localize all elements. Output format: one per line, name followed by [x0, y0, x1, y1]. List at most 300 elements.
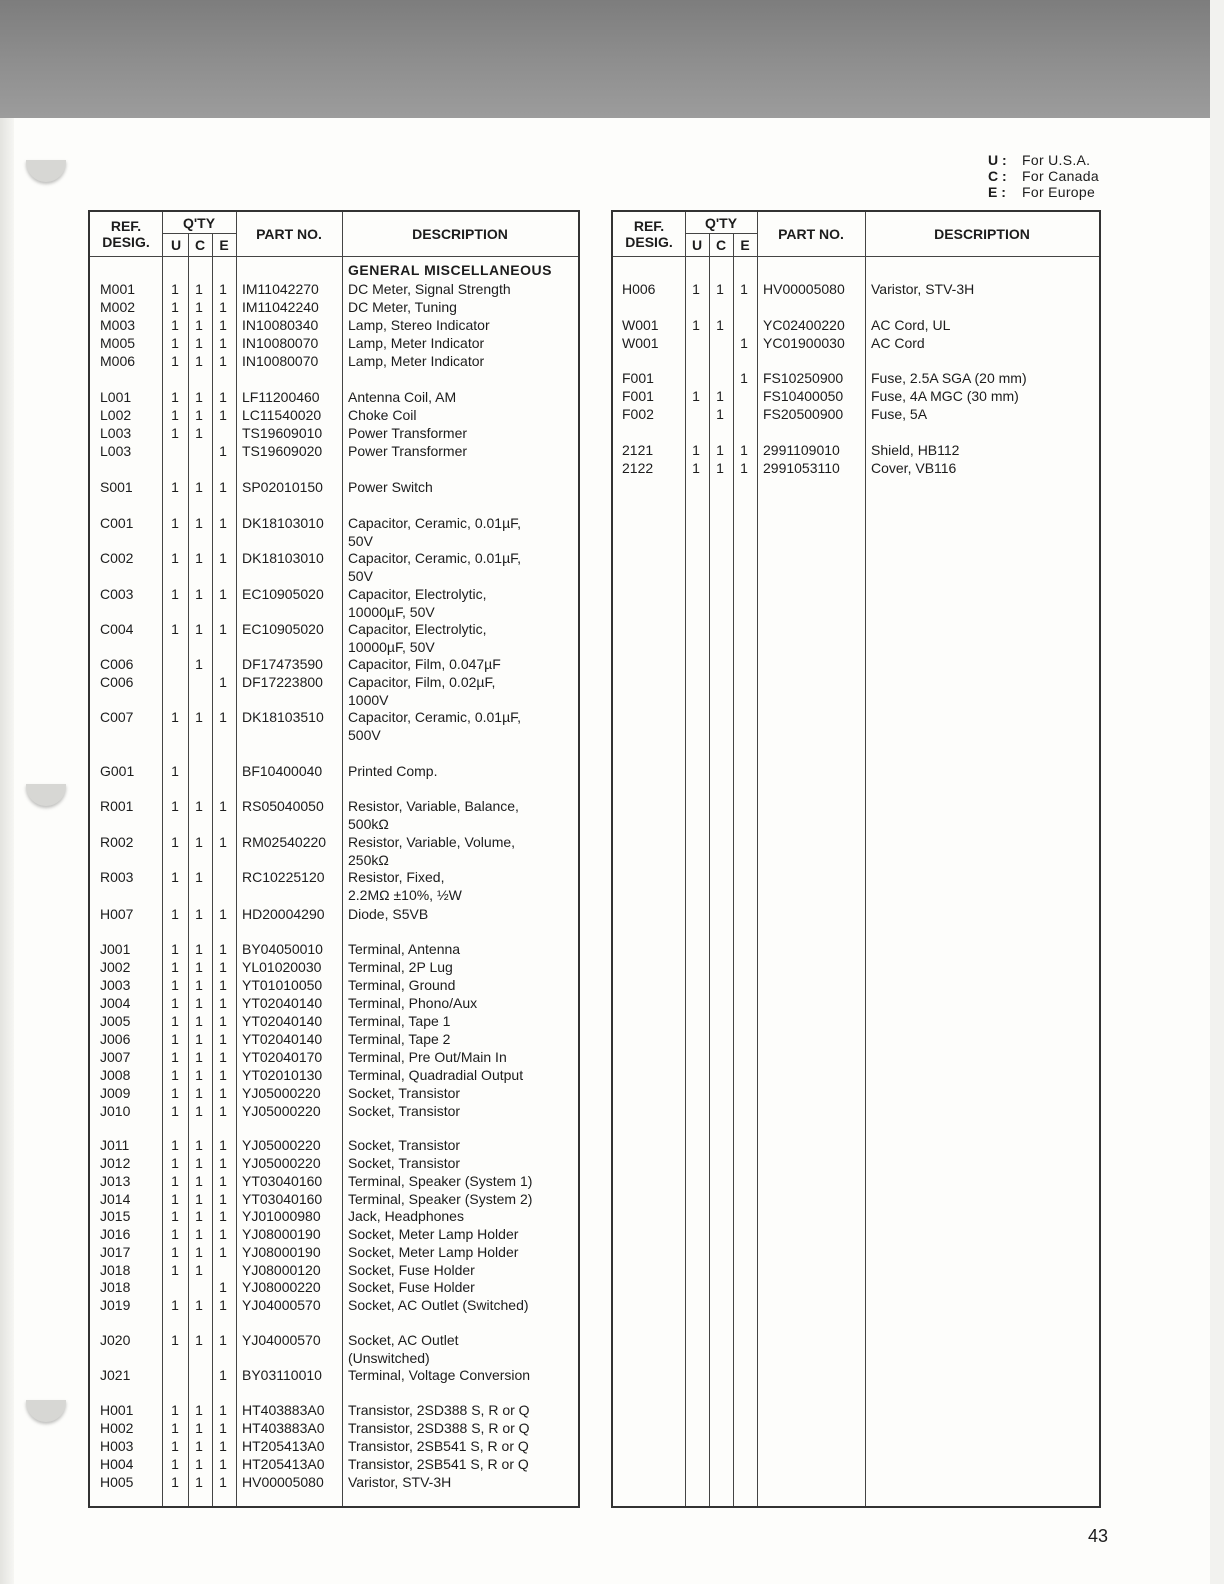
part-no-cell: HD20004290 — [242, 906, 325, 922]
qty-c-cell: 1 — [195, 317, 203, 333]
qty-e-cell: 1 — [219, 1067, 227, 1083]
qty-e-cell: 1 — [740, 442, 748, 458]
qty-c-cell: 1 — [195, 1474, 203, 1490]
qty-e-cell: 1 — [219, 407, 227, 423]
part-no-cell: YC02400220 — [763, 317, 845, 333]
qty-c-cell: 1 — [195, 1244, 203, 1260]
description-cell: Capacitor, Ceramic, 0.01µF, 500V — [348, 709, 522, 743]
qty-u-cell: 1 — [171, 586, 179, 602]
ref-header-line: REF. — [110, 218, 142, 234]
ref-cell: J011 — [100, 1137, 130, 1153]
ref-cell: H001 — [100, 1402, 134, 1418]
column-divider — [757, 212, 758, 1506]
part-no-cell: HV00005080 — [242, 1474, 324, 1490]
description-cell: Varistor, STV-3H — [871, 281, 975, 297]
description-cell: Printed Comp. — [348, 763, 438, 779]
qty-u-cell: 1 — [171, 1262, 179, 1278]
qty-c-cell: 1 — [195, 906, 203, 922]
desig-header-line: DESIG. — [102, 234, 150, 250]
column-divider — [685, 212, 686, 1506]
description-cell: Diode, S5VB — [348, 906, 429, 922]
part-no-header: PART NO. — [256, 226, 322, 242]
part-no-cell: YT03040160 — [242, 1173, 323, 1189]
ref-cell: M002 — [100, 299, 136, 315]
qty-c-cell: 1 — [195, 1420, 203, 1436]
ref-cell: R002 — [100, 834, 134, 850]
qty-u-cell: 1 — [171, 515, 179, 531]
qty-e-cell: 1 — [219, 977, 227, 993]
qty-e-cell: 1 — [219, 674, 227, 690]
qty-c-cell: 1 — [195, 586, 203, 602]
qty-e-cell: 1 — [219, 281, 227, 297]
ref-cell: F001 — [622, 370, 654, 386]
qty-u-cell: 1 — [171, 906, 179, 922]
description-cell: Terminal, Tape 2 — [348, 1031, 451, 1047]
qty-c-cell: 1 — [195, 1208, 203, 1224]
qty-c-cell: 1 — [195, 941, 203, 957]
qty-u-header: U — [691, 237, 703, 253]
qty-u-cell: 1 — [171, 959, 179, 975]
part-no-cell: EC10905020 — [242, 621, 324, 637]
qty-c-cell: 1 — [195, 1297, 203, 1313]
description-cell: AC Cord, UL — [871, 317, 951, 333]
header-divider — [90, 256, 578, 257]
part-no-cell: HV00005080 — [763, 281, 845, 297]
legend-row — [988, 184, 1099, 200]
description-cell: Socket, Transistor — [348, 1155, 461, 1171]
qty-e-cell: 1 — [219, 1173, 227, 1189]
column-divider — [733, 234, 734, 1506]
part-no-cell: DF17223800 — [242, 674, 323, 690]
qty-e-cell: 1 — [219, 1456, 227, 1472]
part-no-cell: YC01900030 — [763, 335, 845, 351]
qty-e-cell: 1 — [219, 1137, 227, 1153]
qty-c-cell: 1 — [195, 709, 203, 725]
qty-header: Q'TY — [182, 215, 216, 231]
part-no-cell: IN10080070 — [242, 353, 319, 369]
column-divider — [212, 234, 213, 1506]
qty-u-cell: 1 — [171, 389, 179, 405]
part-no-cell: DF17473590 — [242, 656, 323, 672]
qty-c-cell: 1 — [716, 281, 724, 297]
qty-c-cell: 1 — [195, 834, 203, 850]
qty-e-cell: 1 — [219, 1438, 227, 1454]
qty-e-cell: 1 — [219, 1155, 227, 1171]
description-cell: Transistor, 2SB541 S, R or Q — [348, 1438, 529, 1454]
part-no-cell: DK18103010 — [242, 550, 324, 566]
part-no-cell: YT02040140 — [242, 1013, 323, 1029]
ref-cell: J001 — [100, 941, 131, 957]
qty-c-cell: 1 — [195, 1049, 203, 1065]
column-divider — [865, 212, 866, 1506]
ref-cell: J008 — [100, 1067, 131, 1083]
legend-key: U : — [988, 152, 1007, 168]
qty-c-cell: 1 — [195, 1456, 203, 1472]
description-cell: Power Transformer — [348, 425, 468, 441]
ref-cell: J021 — [100, 1367, 131, 1383]
qty-e-cell: 1 — [219, 941, 227, 957]
qty-c-cell: 1 — [195, 550, 203, 566]
qty-u-cell: 1 — [171, 1402, 179, 1418]
ref-cell: 2122 — [622, 460, 654, 476]
qty-c-cell: 1 — [195, 1031, 203, 1047]
qty-c-cell: 1 — [195, 798, 203, 814]
part-no-cell: LC11540020 — [242, 407, 322, 423]
qty-c-cell: 1 — [195, 281, 203, 297]
qty-u-cell: 1 — [171, 763, 179, 779]
ref-header-line: REF. — [633, 218, 665, 234]
part-no-cell: RC10225120 — [242, 869, 325, 885]
qty-c-cell: 1 — [195, 1085, 203, 1101]
qty-u-cell: 1 — [171, 281, 179, 297]
qty-e-cell: 1 — [219, 335, 227, 351]
description-cell: Socket, Transistor — [348, 1103, 461, 1119]
qty-c-cell: 1 — [195, 389, 203, 405]
description-cell: Terminal, Ground — [348, 977, 456, 993]
qty-c-header: C — [715, 237, 727, 253]
qty-c-cell: 1 — [195, 1262, 203, 1278]
binder-hole-icon — [26, 160, 66, 182]
description-cell: Lamp, Meter Indicator — [348, 335, 485, 351]
description-cell: Cover, VB116 — [871, 460, 957, 476]
qty-e-cell: 1 — [740, 281, 748, 297]
qty-e-header: E — [219, 237, 229, 253]
qty-e-cell: 1 — [219, 1103, 227, 1119]
qty-u-cell: 1 — [171, 407, 179, 423]
qty-e-cell: 1 — [219, 1332, 227, 1348]
qty-divider — [162, 233, 236, 234]
description-cell: Transistor, 2SD388 S, R or Q — [348, 1420, 530, 1436]
qty-e-cell: 1 — [219, 621, 227, 637]
ref-cell: J003 — [100, 977, 131, 993]
qty-u-cell: 1 — [171, 1173, 179, 1189]
qty-e-cell: 1 — [219, 586, 227, 602]
part-no-cell: YL01020030 — [242, 959, 322, 975]
description-cell: Transistor, 2SD388 S, R or Q — [348, 1402, 530, 1418]
part-no-cell: IN10080070 — [242, 335, 319, 351]
qty-u-cell: 1 — [171, 977, 179, 993]
description-cell: Terminal, 2P Lug — [348, 959, 453, 975]
part-no-cell: BY04050010 — [242, 941, 323, 957]
ref-cell: J012 — [100, 1155, 131, 1171]
description-cell: Terminal, Phono/Aux — [348, 995, 478, 1011]
part-no-cell: SP02010150 — [242, 479, 323, 495]
column-divider — [162, 212, 163, 1506]
qty-c-cell: 1 — [195, 1438, 203, 1454]
part-no-cell: FS20500900 — [763, 406, 844, 422]
qty-header: Q'TY — [704, 215, 738, 231]
part-no-cell: YJ08000190 — [242, 1226, 321, 1242]
legend-key: E : — [988, 184, 1006, 200]
qty-e-cell: 1 — [219, 1226, 227, 1242]
ref-cell: J007 — [100, 1049, 131, 1065]
ref-cell: J017 — [100, 1244, 131, 1260]
qty-c-cell: 1 — [195, 425, 203, 441]
qty-e-cell: 1 — [219, 1049, 227, 1065]
part-no-cell: IM11042270 — [242, 281, 319, 297]
part-no-cell: DK18103010 — [242, 515, 324, 531]
qty-u-cell: 1 — [171, 621, 179, 637]
ref-cell: H004 — [100, 1456, 134, 1472]
part-no-cell: YJ08000120 — [242, 1262, 321, 1278]
qty-u-cell: 1 — [692, 281, 700, 297]
qty-c-cell: 1 — [716, 460, 724, 476]
description-cell: Fuse, 4A MGC (30 mm) — [871, 388, 1019, 404]
description-cell: Lamp, Meter Indicator — [348, 353, 485, 369]
legend-text: For U.S.A. — [1022, 152, 1091, 168]
qty-c-cell: 1 — [195, 1226, 203, 1242]
qty-u-cell: 1 — [171, 1456, 179, 1472]
description-cell: Capacitor, Ceramic, 0.01µF, 50V — [348, 550, 522, 584]
qty-u-cell: 1 — [171, 941, 179, 957]
qty-c-cell: 1 — [195, 1155, 203, 1171]
legend-text: For Canada — [1022, 168, 1099, 184]
qty-e-cell: 1 — [219, 1420, 227, 1436]
part-no-cell: YJ08000220 — [242, 1279, 321, 1295]
qty-u-cell: 1 — [171, 479, 179, 495]
qty-u-cell: 1 — [692, 388, 700, 404]
qty-u-cell: 1 — [171, 1297, 179, 1313]
ref-cell: H002 — [100, 1420, 134, 1436]
legend-row — [988, 152, 1099, 168]
ref-cell: C006 — [100, 656, 134, 672]
description-cell: Socket, AC Outlet (Switched) — [348, 1297, 529, 1313]
description-cell: DC Meter, Signal Strength — [348, 281, 511, 297]
ref-cell: C002 — [100, 550, 134, 566]
qty-c-cell: 1 — [195, 1191, 203, 1207]
region-legend — [988, 152, 1099, 200]
description-cell: Socket, Fuse Holder — [348, 1279, 475, 1295]
part-no-cell: YT01010050 — [242, 977, 323, 993]
qty-e-cell: 1 — [219, 515, 227, 531]
description-cell: Socket, Transistor — [348, 1137, 461, 1153]
qty-u-cell: 1 — [171, 798, 179, 814]
qty-u-cell: 1 — [171, 1474, 179, 1490]
part-no-cell: FS10250900 — [763, 370, 844, 386]
qty-u-cell: 1 — [171, 1438, 179, 1454]
qty-e-cell: 1 — [219, 353, 227, 369]
description-header: DESCRIPTION — [412, 226, 508, 242]
ref-cell: S001 — [100, 479, 133, 495]
part-no-header: PART NO. — [778, 226, 844, 242]
ref-cell: J009 — [100, 1085, 131, 1101]
qty-c-cell: 1 — [195, 1173, 203, 1189]
description-cell: Fuse, 2.5A SGA (20 mm) — [871, 370, 1027, 386]
part-no-cell: FS10400050 — [763, 388, 844, 404]
description-cell: Socket, Fuse Holder — [348, 1262, 475, 1278]
description-cell: Socket, AC Outlet (Unswitched) — [348, 1332, 459, 1366]
qty-c-cell: 1 — [195, 515, 203, 531]
ref-cell: M006 — [100, 353, 136, 369]
description-cell: Capacitor, Electrolytic, 10000µF, 50V — [348, 621, 487, 655]
parts-table-left — [88, 210, 580, 1508]
ref-cell: H003 — [100, 1438, 134, 1454]
description-cell: Power Transformer — [348, 443, 468, 459]
qty-c-cell: 1 — [195, 869, 203, 885]
ref-cell: M001 — [100, 281, 136, 297]
qty-u-cell: 1 — [692, 442, 700, 458]
qty-u-cell: 1 — [171, 425, 179, 441]
part-no-cell: YT03040160 — [242, 1191, 323, 1207]
qty-u-cell: 1 — [171, 317, 179, 333]
ref-cell: J004 — [100, 995, 131, 1011]
qty-u-cell: 1 — [171, 353, 179, 369]
qty-u-cell: 1 — [171, 1155, 179, 1171]
part-no-cell: YT02040170 — [242, 1049, 323, 1065]
qty-u-cell: 1 — [171, 299, 179, 315]
column-divider — [188, 234, 189, 1506]
qty-c-cell: 1 — [195, 995, 203, 1011]
part-no-cell: YT02040140 — [242, 995, 323, 1011]
part-no-cell: YJ01000980 — [242, 1208, 321, 1224]
scan-top-band — [0, 0, 1210, 118]
qty-e-cell: 1 — [219, 995, 227, 1011]
part-no-cell: 2991109010 — [763, 442, 840, 458]
ref-cell: J018 — [100, 1262, 131, 1278]
qty-e-cell: 1 — [219, 317, 227, 333]
binder-hole-icon — [26, 1400, 66, 1422]
binder-hole-icon — [26, 784, 66, 806]
qty-c-cell: 1 — [195, 1402, 203, 1418]
ref-cell: L002 — [100, 407, 132, 423]
ref-cell: H005 — [100, 1474, 134, 1490]
qty-c-cell: 1 — [195, 479, 203, 495]
description-cell: Resistor, Fixed, 2.2MΩ ±10%, ½W — [348, 869, 462, 903]
description-cell: Antenna Coil, AM — [348, 389, 457, 405]
ref-cell: J016 — [100, 1226, 131, 1242]
qty-e-cell: 1 — [219, 1191, 227, 1207]
ref-cell: J019 — [100, 1297, 131, 1313]
description-cell: Power Switch — [348, 479, 433, 495]
description-cell: Capacitor, Ceramic, 0.01µF, 50V — [348, 515, 522, 549]
qty-e-cell: 1 — [740, 460, 748, 476]
qty-e-cell: 1 — [219, 1085, 227, 1101]
qty-e-cell: 1 — [219, 1402, 227, 1418]
qty-e-cell: 1 — [219, 1031, 227, 1047]
part-no-cell: YJ04000570 — [242, 1332, 321, 1348]
qty-u-cell: 1 — [171, 1244, 179, 1260]
qty-c-cell: 1 — [195, 1137, 203, 1153]
qty-e-cell: 1 — [219, 798, 227, 814]
qty-u-cell: 1 — [171, 1067, 179, 1083]
part-no-cell: TS19609010 — [242, 425, 323, 441]
qty-u-cell: 1 — [171, 1013, 179, 1029]
part-no-cell: EC10905020 — [242, 586, 324, 602]
qty-u-cell: 1 — [171, 1103, 179, 1119]
ref-cell: M005 — [100, 335, 136, 351]
ref-cell: H006 — [622, 281, 656, 297]
qty-c-header: C — [194, 237, 206, 253]
qty-e-cell: 1 — [219, 1244, 227, 1260]
qty-e-cell: 1 — [219, 1279, 227, 1295]
part-no-cell: HT205413A0 — [242, 1456, 325, 1472]
ref-cell: L003 — [100, 425, 132, 441]
ref-cell: J015 — [100, 1208, 131, 1224]
qty-e-cell: 1 — [219, 834, 227, 850]
description-cell: Socket, Meter Lamp Holder — [348, 1226, 519, 1242]
qty-e-cell: 1 — [219, 1013, 227, 1029]
section-title: GENERAL MISCELLANEOUS — [348, 262, 552, 278]
qty-e-header: E — [740, 237, 750, 253]
part-no-cell: HT403883A0 — [242, 1402, 325, 1418]
part-no-cell: TS19609020 — [242, 443, 323, 459]
part-no-cell: YT02040140 — [242, 1031, 323, 1047]
part-no-cell: LF11200460 — [242, 389, 320, 405]
qty-c-cell: 1 — [195, 353, 203, 369]
qty-u-cell: 1 — [171, 869, 179, 885]
ref-cell: C003 — [100, 586, 134, 602]
ref-cell: J005 — [100, 1013, 131, 1029]
qty-u-cell: 1 — [171, 995, 179, 1011]
description-cell: Terminal, Speaker (System 2) — [348, 1191, 533, 1207]
qty-u-cell: 1 — [171, 1332, 179, 1348]
column-divider — [709, 234, 710, 1506]
ref-cell: C006 — [100, 674, 134, 690]
header-divider — [613, 256, 1099, 257]
part-no-cell: YJ05000220 — [242, 1137, 321, 1153]
qty-e-cell: 1 — [740, 370, 748, 386]
column-divider — [342, 212, 343, 1506]
qty-u-cell: 1 — [171, 335, 179, 351]
qty-u-cell: 1 — [171, 550, 179, 566]
ref-cell: J006 — [100, 1031, 131, 1047]
ref-cell: J010 — [100, 1103, 131, 1119]
part-no-cell: YJ05000220 — [242, 1155, 321, 1171]
qty-c-cell: 1 — [195, 1013, 203, 1029]
description-cell: Terminal, Pre Out/Main In — [348, 1049, 507, 1065]
qty-c-cell: 1 — [195, 977, 203, 993]
part-no-cell: RS05040050 — [242, 798, 324, 814]
qty-c-cell: 1 — [195, 959, 203, 975]
description-cell: Resistor, Variable, Balance, 500kΩ — [348, 798, 519, 832]
ref-cell: G001 — [100, 763, 135, 779]
part-no-cell: YJ04000570 — [242, 1297, 321, 1313]
qty-e-cell: 1 — [219, 906, 227, 922]
qty-c-cell: 1 — [195, 621, 203, 637]
description-cell: Capacitor, Electrolytic, 10000µF, 50V — [348, 586, 487, 620]
description-cell: Capacitor, Film, 0.02µF, 1000V — [348, 674, 496, 708]
qty-c-cell: 1 — [716, 317, 724, 333]
qty-u-cell: 1 — [171, 1191, 179, 1207]
description-cell: Resistor, Variable, Volume, 250kΩ — [348, 834, 516, 868]
qty-u-cell: 1 — [171, 1137, 179, 1153]
ref-cell: R003 — [100, 869, 134, 885]
ref-cell: C001 — [100, 515, 134, 531]
qty-c-cell: 1 — [195, 656, 203, 672]
part-no-cell: 2991053110 — [763, 460, 840, 476]
qty-u-cell: 1 — [692, 460, 700, 476]
ref-cell: H007 — [100, 906, 134, 922]
part-no-cell: HT205413A0 — [242, 1438, 325, 1454]
qty-e-cell: 1 — [219, 709, 227, 725]
description-cell: Jack, Headphones — [348, 1208, 464, 1224]
legend-key: C : — [988, 168, 1007, 184]
qty-e-cell: 1 — [219, 550, 227, 566]
ref-desig-header — [613, 218, 685, 250]
legend-text: For Europe — [1022, 184, 1096, 200]
qty-c-cell: 1 — [195, 1332, 203, 1348]
ref-cell: F002 — [622, 406, 654, 422]
ref-cell: L003 — [100, 443, 132, 459]
qty-e-cell: 1 — [219, 443, 227, 459]
ref-cell: C007 — [100, 709, 134, 725]
description-cell: AC Cord — [871, 335, 925, 351]
ref-cell: J002 — [100, 959, 131, 975]
description-cell: Terminal, Voltage Conversion — [348, 1367, 531, 1383]
qty-e-cell: 1 — [219, 389, 227, 405]
qty-u-cell: 1 — [171, 1049, 179, 1065]
qty-c-cell: 1 — [195, 299, 203, 315]
